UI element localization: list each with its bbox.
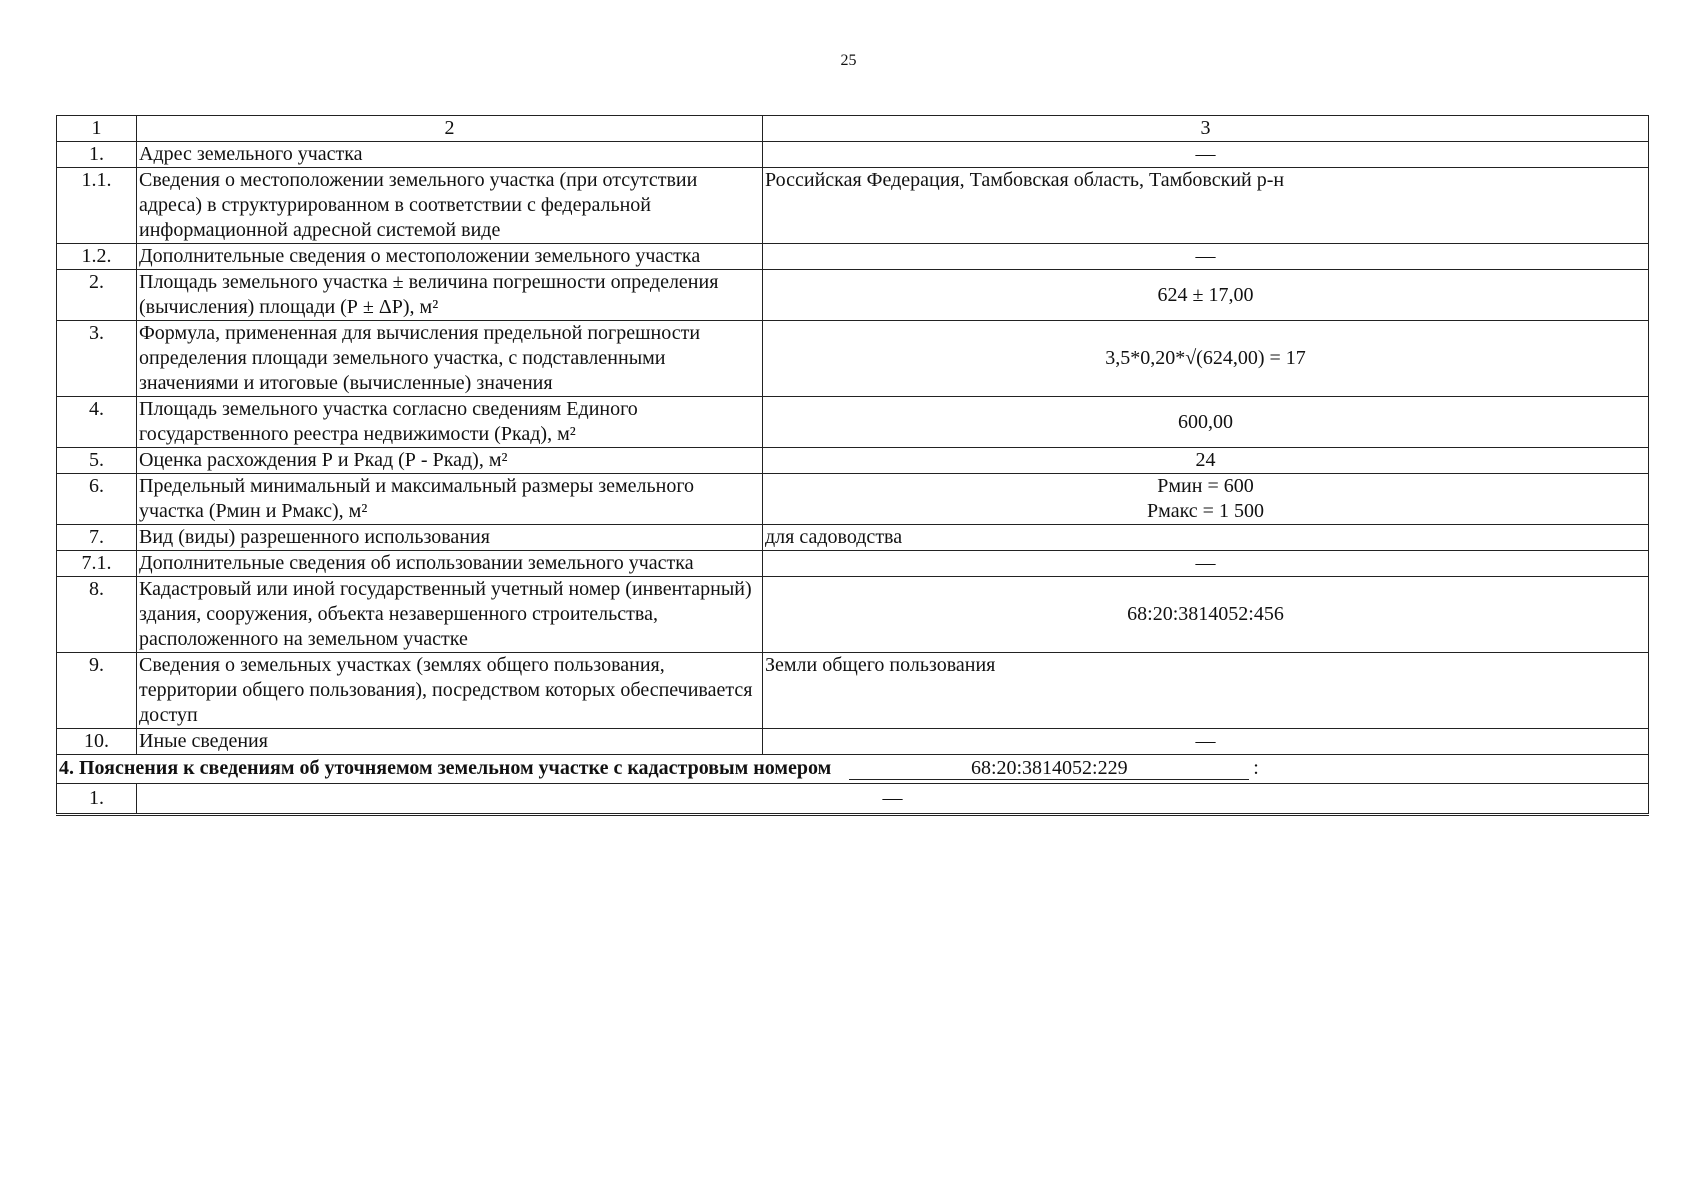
row-label: Площадь земельного участка ± величина погрешности определения (вычисления) площади (Р ± ΔР), м² [137,270,763,321]
row-label: Дополнительные сведения о местоположении земельного участка [137,244,763,270]
row-label: Сведения о местоположении земельного участка (при отсутствии адреса) в структурированном в соответствии с федеральной информационной адресной системой виде [137,168,763,244]
row-number: 1.1. [57,168,137,244]
section-4-cadastral-number: 68:20:3814052:229 [849,757,1249,780]
max-size-value: Рмакс = 1 500 [1147,500,1264,522]
row-label: Кадастровый или иной государственный учетный номер (инвентарный) здания, сооружения, объекта незавершенного строительства, расположенного на земельном участке [137,577,763,653]
table-row [57,244,1649,270]
row-value: 68:20:3814052:456 [763,577,1649,653]
row-label: Дополнительные сведения об использовании земельного участка [137,551,763,577]
row-number: 2. [57,270,137,321]
table-row [57,448,1649,474]
row-value: — [137,784,1649,815]
row-label: Иные сведения [137,729,763,755]
section-4-heading-row [57,755,1649,784]
header-row [57,116,1649,142]
table-row [57,729,1649,755]
row-number: 7.1. [57,551,137,577]
header-col-1: 1 [57,116,137,142]
min-size-value: Рмин = 600 [1157,475,1254,497]
section-4-heading [57,755,1649,784]
row-value: — [763,551,1649,577]
row-value: — [763,244,1649,270]
row-number: 9. [57,653,137,729]
row-number: 3. [57,321,137,397]
row-label: Формула, примененная для вычисления предельной погрешности определения площади земельного участка, с подставленными значениями и итоговые (вычисленные) значения [137,321,763,397]
page-number: 25 [840,52,857,69]
section-4-row [57,784,1649,815]
row-label: Сведения о земельных участках (землях общего пользования, территории общего пользования), посредством которых обеспечивается доступ [137,653,763,729]
row-value [763,474,1649,525]
table-row [57,551,1649,577]
table-row [57,525,1649,551]
row-value: 600,00 [763,397,1649,448]
row-value: для садоводства [763,525,1649,551]
land-plot-info-table [56,115,1649,816]
table-row [57,397,1649,448]
row-number: 10. [57,729,137,755]
table-row [57,653,1649,729]
section-4-title: 4. Пояснения к сведениям об уточняемом земельном участке с кадастровым номером [59,757,832,779]
header-col-2: 2 [137,116,763,142]
row-value: Российская Федерация, Тамбовская область, Тамбовский р-н [763,168,1649,244]
row-value: 24 [763,448,1649,474]
table-row [57,168,1649,244]
table-row [57,577,1649,653]
table-row [57,142,1649,168]
header-col-3: 3 [763,116,1649,142]
row-value: — [763,142,1649,168]
section-4-colon: : [1253,757,1259,779]
row-number: 1. [57,784,137,815]
row-number: 5. [57,448,137,474]
row-label: Адрес земельного участка [137,142,763,168]
row-number: 6. [57,474,137,525]
row-value: — [763,729,1649,755]
table-row [57,270,1649,321]
row-value: 3,5*0,20*√(624,00) = 17 [763,321,1649,397]
row-number: 1. [57,142,137,168]
row-label: Оценка расхождения Р и Ркад (Р - Ркад), м² [137,448,763,474]
table-row [57,474,1649,525]
row-number: 8. [57,577,137,653]
table-row [57,321,1649,397]
row-value: 624 ± 17,00 [763,270,1649,321]
row-number: 1.2. [57,244,137,270]
row-number: 7. [57,525,137,551]
row-number: 4. [57,397,137,448]
row-label: Предельный минимальный и максимальный размеры земельного участка (Рмин и Рмакс), м² [137,474,763,525]
row-label: Площадь земельного участка согласно сведениям Единого государственного реестра недвижимости (Ркад), м² [137,397,763,448]
row-label: Вид (виды) разрешенного использования [137,525,763,551]
row-value: Земли общего пользования [763,653,1649,729]
